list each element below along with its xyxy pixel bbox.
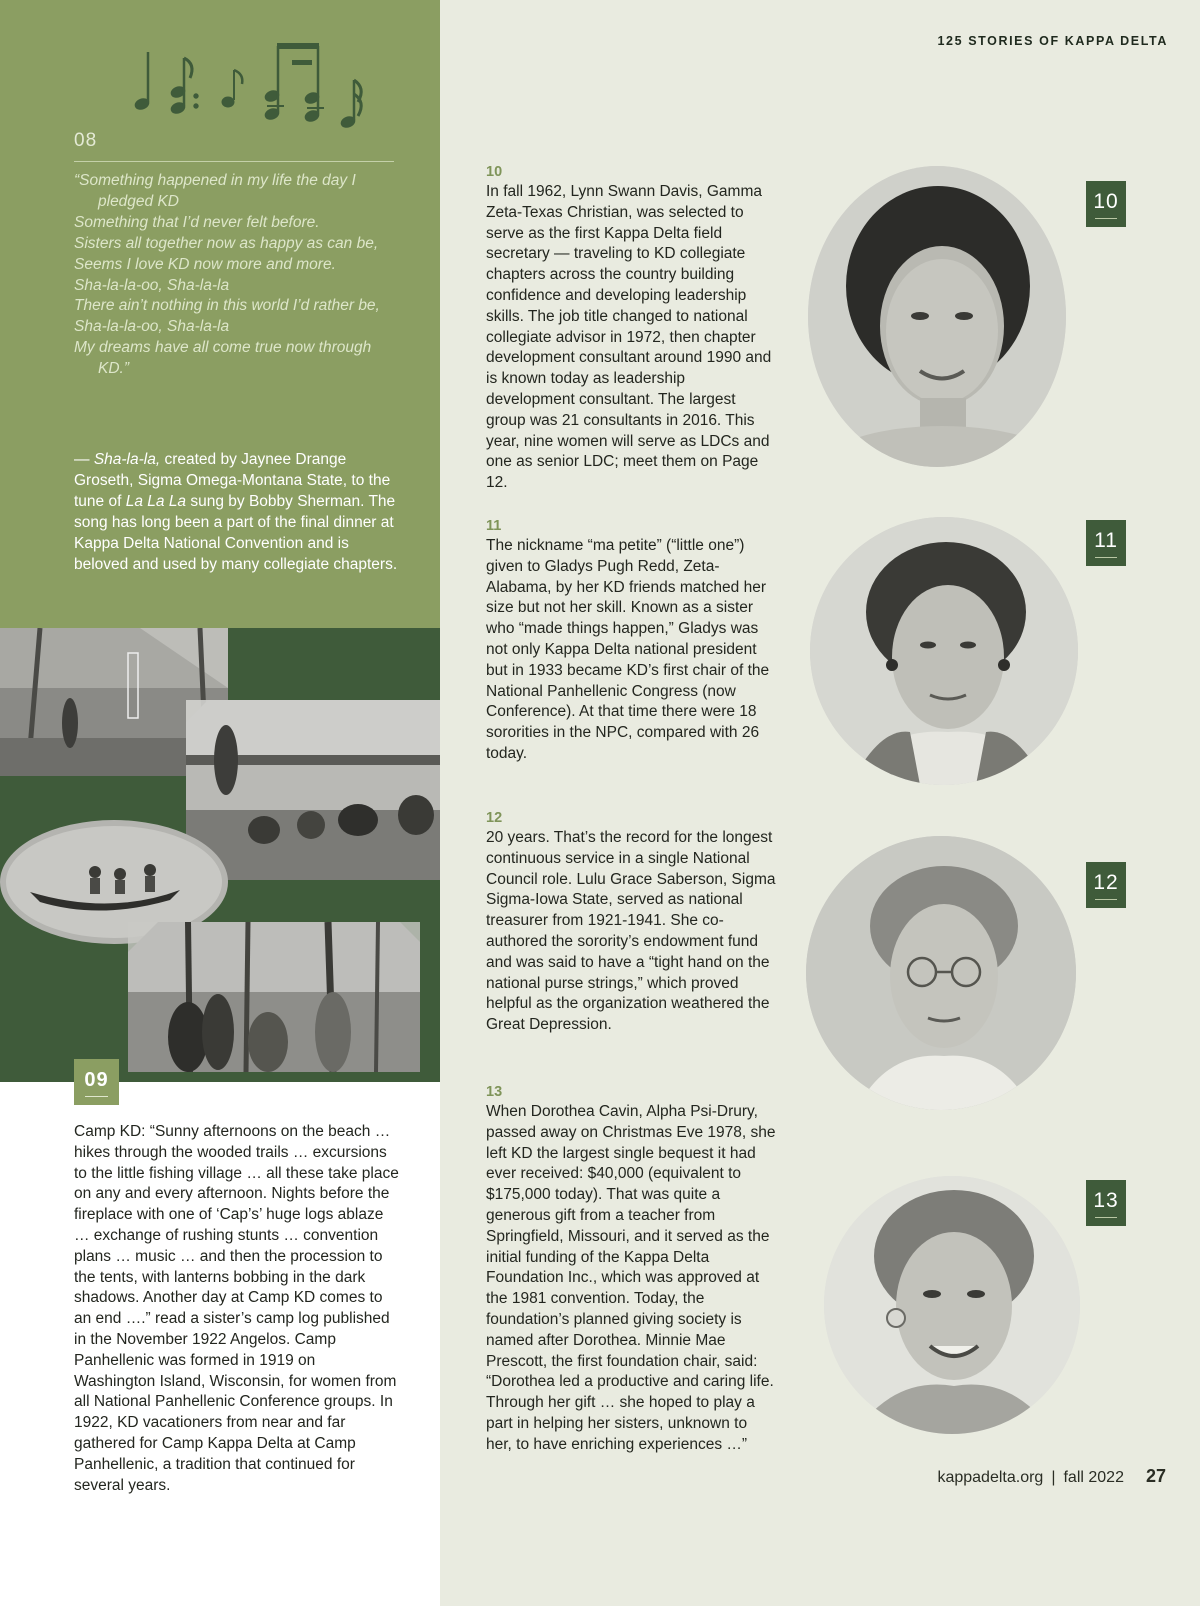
lyric-line: Something that I’d never felt before.: [74, 213, 320, 231]
lyric-line: Sha-la-la-oo, Sha-la-la: [74, 276, 230, 294]
song-title: Sha-la-la,: [93, 451, 161, 468]
story-11: [486, 516, 776, 765]
portrait-gladys-pugh-redd: [810, 517, 1078, 785]
lyric-line: Sisters all together now as happy as can be,: [74, 234, 379, 252]
portrait-image: [808, 166, 1066, 467]
lyric-line: Seems I love KD now more and more.: [74, 255, 336, 273]
portrait-image: [824, 1176, 1080, 1434]
story-09-text: Camp KD: “Sunny afternoons on the beach … hikes through the wooded trails … excursions to the little fishing village … all these take place on any and every afternoon. Nights before the fireplace with one of ‘Cap’s’ huge logs ablaze … exchange of rushing stunts … convention plans … music … and then the procession to the tents, with lanterns bobbing in the dark shadows. Another day at Camp KD comes to an end ….” read a sister’s camp log published in the November 1922 Angelos. Camp Panhellenic was formed in 1919 on Washington Island, Wisconsin, for women from all National Panhellenic Conference groups. In 1922, KD vacationers from near and far gathered for Camp Kappa Delta at Camp Panhellenic, a tradition that continued for several years.: [74, 1123, 399, 1494]
song-credit: [74, 450, 404, 575]
portrait-lynn-swann-davis: [808, 166, 1066, 467]
story-tag-12-label: 12: [1093, 871, 1119, 894]
story-tag-13-label: 13: [1093, 1189, 1119, 1212]
footer-site: kappadelta.org: [937, 1469, 1044, 1486]
story-number-08: 08: [74, 130, 98, 151]
portrait-image: [810, 517, 1078, 785]
footer-separator: |: [1051, 1469, 1056, 1486]
story-tag-12: [1086, 862, 1126, 908]
portrait-image: [806, 836, 1076, 1110]
lyric-line: My dreams have all come true now through KD.”: [74, 339, 372, 378]
lyric-line: There ain’t nothing in this world I’d rather be,: [74, 297, 380, 315]
woods-group-photo: [128, 922, 420, 1072]
tag-underline: [1095, 899, 1117, 900]
story-12: [486, 808, 776, 1036]
story-number-09-label: 09: [84, 1069, 109, 1091]
page-header: 125 STORIES OF KAPPA DELTA: [937, 34, 1168, 48]
story-tag-13: [1086, 1180, 1126, 1226]
portrait-lulu-grace-saberson: [806, 836, 1076, 1110]
footer-issue: fall 2022: [1063, 1469, 1124, 1486]
number-underline: [85, 1096, 108, 1097]
story-number-10: 10: [486, 164, 503, 180]
credit-dash: —: [74, 451, 94, 468]
lyric-line: Sha-la-la-oo, Sha-la-la: [74, 318, 230, 336]
story-number-09: [74, 1059, 119, 1105]
story-10-text: In fall 1962, Lynn Swann Davis, Gamma Zeta-Texas Christian, was selected to serve as the first Kappa Delta field secretary — traveling to KD collegiate chapters across the country building confidence and developing leadership skills. The job title changed to national collegiate advisor in 1972, then chapter development consultant around 1990 and is known today as leadership development consultant. The largest group was 21 consultants in 2016. This year, nine women will serve as LDCs and one as senior LDC; meet them on Page 12.: [486, 183, 772, 492]
lyric-line: “Something happened in my life the day I pledged KD: [74, 172, 356, 210]
portrait-dorothea-cavin: [824, 1176, 1080, 1434]
story-number-11: 11: [486, 518, 502, 534]
story-tag-11-label: 11: [1094, 529, 1118, 552]
story-12-text: 20 years. That’s the record for the longest continuous service in a single National Council role. Lulu Grace Saberson, Sigma Sigma-Iowa State, served as national treasurer from 1921-1941. She co-authored the sorority’s endowment fund and was said to have a “tight hand on the national purse strings,” which proved helpful as the organization weathered the Great Depression.: [486, 829, 776, 1034]
page-footer: [937, 1466, 1166, 1487]
story-13-text: When Dorothea Cavin, Alpha Psi-Drury, passed away on Christmas Eve 1978, she left KD the largest single bequest it had ever received: $40,000 (equivalent to $175,000 today). That was quite a generous gift from a teacher from Springfield, Missouri, and it served as the initial funding of the Kappa Delta Foundation Inc., which was approved at the 1981 convention. Today, the foundation’s planned giving society is named after Dorothea. Minnie Mae Prescott, the first foundation chair, said: “Dorothea led a productive and caring life. Through her gift … she hoped to play a part in helping her sisters, unknown to her, to have enriching experiences …”: [486, 1103, 776, 1453]
tag-underline: [1095, 218, 1117, 219]
divider: [74, 161, 394, 162]
music-notes-icon: [130, 30, 370, 140]
story-tag-10-label: 10: [1093, 190, 1119, 213]
credit-text: created by Jaynee Drange Groseth, Sigma Omega-Montana State, to the tune of: [74, 451, 391, 510]
tune-title: La La La: [125, 492, 187, 510]
story-10: [486, 162, 776, 494]
song-lyrics: [74, 171, 404, 380]
story-tag-10: [1086, 181, 1126, 227]
left-column: [0, 0, 440, 1606]
credit-text-end: sung by Bobby Sherman. The song has long been a part of the final dinner at Kappa Delta National Convention and is beloved and used by many collegiate chapters.: [74, 492, 398, 573]
story-tag-11: [1086, 520, 1126, 566]
story-13: [486, 1082, 776, 1456]
story-11-text: The nickname “ma petite” (“little one”) given to Gladys Pugh Redd, Zeta-Alabama, by her KD friends matched her size but not her skill. Known as a sister who “made things happen,” Gladys was not only Kappa Delta national president but in 1933 became KD’s first chair of the National Panhellenic Congress (now Conference). At that time there were 18 sororities in the NPC, compared with 26 today.: [486, 537, 770, 762]
page-number: 27: [1145, 1466, 1166, 1486]
story-number-13: 13: [486, 1084, 503, 1100]
tag-underline: [1095, 557, 1117, 558]
story-08-panel: [0, 0, 440, 628]
tag-underline: [1095, 1217, 1117, 1218]
story-number-12: 12: [486, 810, 503, 826]
